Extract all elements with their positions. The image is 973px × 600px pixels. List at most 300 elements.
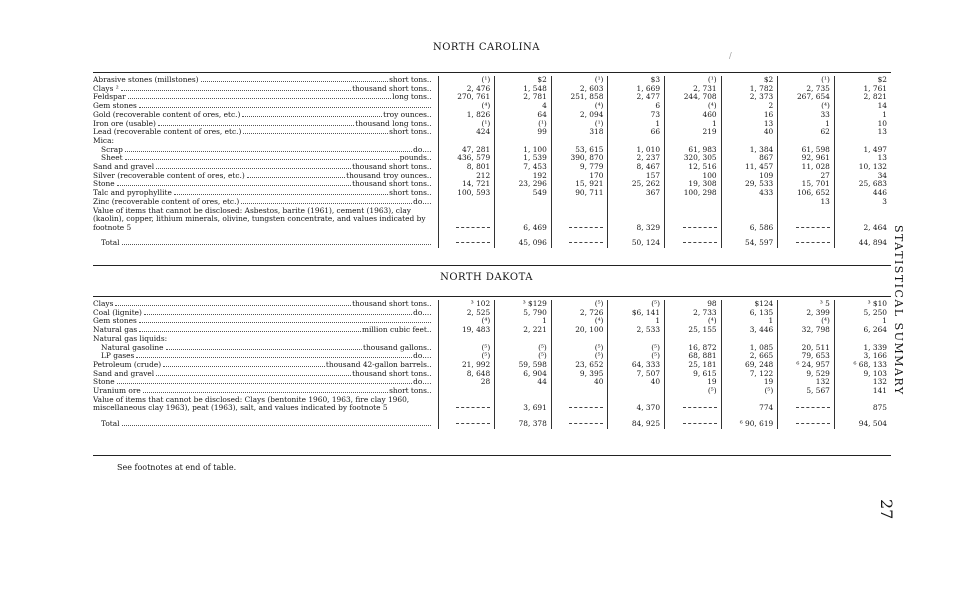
total-label — [93, 420, 438, 429]
value-cell: 13 — [834, 128, 891, 137]
value-cell: 867 — [721, 154, 778, 163]
value-cell: 192 — [495, 172, 552, 181]
item-unit: thousand 42-gallon barrels.. — [325, 360, 432, 369]
north-carolina-title: NORTH CAROLINA — [432, 42, 541, 53]
value-cell: 8, 329 — [608, 207, 665, 233]
value-cell: 90, 711 — [551, 189, 608, 198]
value-cell: 267, 654 — [778, 93, 835, 102]
undisclosed-row — [93, 396, 891, 413]
value-cell: (⁵) — [608, 300, 665, 309]
table-row — [93, 154, 891, 163]
leader-dots — [158, 125, 354, 126]
value-cell: 92, 961 — [778, 154, 835, 163]
row-label — [93, 154, 438, 163]
value-cell: 132 — [834, 378, 891, 387]
leader-dots — [201, 81, 389, 82]
row-label — [93, 76, 438, 85]
nc-top-rule — [93, 72, 891, 73]
row-label — [93, 85, 438, 94]
total-text: Total — [101, 419, 120, 428]
value-cell: 1, 085 — [721, 344, 778, 353]
value-cell — [551, 198, 608, 207]
value-cell: 1, 761 — [834, 85, 891, 94]
value-cell: 14 — [834, 102, 891, 111]
value-cell — [778, 239, 835, 248]
item-unit: troy ounces.. — [383, 110, 432, 119]
value-cell: 1 — [608, 120, 665, 129]
row-label — [93, 93, 438, 102]
value-cell: 9, 615 — [665, 370, 722, 379]
row-label — [93, 370, 438, 379]
value-cell: 1, 782 — [721, 85, 778, 94]
north-dakota-table — [93, 300, 891, 429]
dash-placeholder — [796, 407, 830, 408]
leader-dots — [163, 366, 325, 367]
value-cell: 8, 801 — [438, 163, 495, 172]
value-cell: 1, 539 — [495, 154, 552, 163]
value-cell — [551, 335, 608, 344]
item-unit: thousand short tons.. — [352, 369, 432, 378]
value-cell: ⁶ 68, 133 — [834, 361, 891, 370]
value-cell: (⁴) — [665, 317, 722, 326]
item-unit: do.... — [413, 145, 432, 154]
value-cell — [438, 198, 495, 207]
value-cell — [721, 198, 778, 207]
value-cell: 2, 733 — [665, 309, 722, 318]
table-row — [93, 76, 891, 85]
table-row — [93, 120, 891, 129]
row-label — [93, 189, 438, 198]
item-unit: do.... — [413, 352, 432, 361]
value-cell: 94, 504 — [834, 420, 891, 429]
item-name: Zinc (recoverable content of ores, etc.) — [93, 197, 240, 206]
value-cell: 10 — [834, 120, 891, 129]
item-unit: thousand troy ounces.. — [346, 171, 432, 180]
value-cell: 54, 597 — [721, 239, 778, 248]
value-cell: 64 — [495, 111, 552, 120]
value-cell: 45, 096 — [495, 239, 552, 248]
value-cell: (⁵) — [438, 344, 495, 353]
table-row — [93, 300, 891, 309]
item-name: Stone — [93, 378, 115, 387]
value-cell: 2, 533 — [608, 326, 665, 335]
value-cell: 318 — [551, 128, 608, 137]
value-cell: 99 — [495, 128, 552, 137]
value-cell — [665, 137, 722, 146]
value-cell: 2, 603 — [551, 85, 608, 94]
value-cell — [608, 335, 665, 344]
undisclosed-label: Value of items that cannot be disclosed: Clays (bentonite 1960, 1963, fire clay 1960, miscellaneous clay 1963), peat (1963), salt, and values indicated by footnote 5 — [93, 395, 410, 413]
leader-dots — [143, 392, 388, 393]
item-name: Sand and gravel — [93, 369, 155, 378]
value-cell: 50, 124 — [608, 239, 665, 248]
value-cell — [665, 239, 722, 248]
value-cell: 6, 469 — [495, 207, 552, 233]
value-cell: ³ $10 — [834, 300, 891, 309]
value-cell: 244, 708 — [665, 93, 722, 102]
item-name: Talc and pyrophyllite — [93, 189, 172, 198]
value-cell: 7, 507 — [608, 370, 665, 379]
leader-dots — [243, 133, 388, 134]
item-name: Natural gasoline — [101, 343, 164, 352]
value-cell: 1, 384 — [721, 146, 778, 155]
total-text: Total — [101, 239, 120, 248]
value-cell: 1 — [721, 317, 778, 326]
row-label — [93, 128, 438, 137]
value-cell: (¹) — [438, 76, 495, 85]
value-cell: (⁴) — [551, 317, 608, 326]
value-cell: 8, 648 — [438, 370, 495, 379]
value-cell: (⁴) — [778, 102, 835, 111]
value-cell: ³ $129 — [495, 300, 552, 309]
value-cell: (¹) — [551, 120, 608, 129]
value-cell — [834, 335, 891, 344]
value-cell: 1 — [778, 120, 835, 129]
row-label — [93, 172, 438, 181]
value-cell: 6, 586 — [721, 207, 778, 233]
footnote-text: See footnotes at end of table. — [117, 463, 237, 472]
value-cell: ³ 102 — [438, 300, 495, 309]
value-cell: (⁵) — [665, 387, 722, 396]
value-cell — [495, 198, 552, 207]
value-cell: 2, 726 — [551, 309, 608, 318]
value-cell: 53, 615 — [551, 146, 608, 155]
value-cell: 3, 166 — [834, 352, 891, 361]
leader-dots — [128, 98, 392, 99]
value-cell — [438, 335, 495, 344]
value-cell — [778, 335, 835, 344]
value-cell — [778, 420, 835, 429]
table-row — [93, 198, 891, 207]
value-cell: 9, 529 — [778, 370, 835, 379]
value-cell — [665, 396, 722, 413]
spacer-row — [93, 232, 891, 239]
value-cell: $2 — [834, 76, 891, 85]
nc-bottom-rule — [93, 265, 891, 266]
dash-placeholder — [796, 227, 830, 228]
table-row — [93, 146, 891, 155]
item-unit: million cubic feet.. — [361, 326, 432, 335]
value-cell: 3, 446 — [721, 326, 778, 335]
leader-dots — [122, 244, 431, 245]
value-cell: (⁵) — [495, 344, 552, 353]
value-cell — [778, 207, 835, 233]
dash-placeholder — [683, 242, 717, 243]
item-unit: short tons.. — [389, 387, 432, 396]
value-cell: 13 — [778, 198, 835, 207]
value-cell: (⁴) — [778, 317, 835, 326]
dash-placeholder — [569, 227, 603, 228]
value-cell: (⁴) — [665, 102, 722, 111]
value-cell: 5, 790 — [495, 309, 552, 318]
value-cell: (¹) — [438, 120, 495, 129]
value-cell: 2, 731 — [665, 85, 722, 94]
value-cell: 2, 735 — [778, 85, 835, 94]
value-cell: (¹) — [551, 76, 608, 85]
value-cell: 433 — [721, 189, 778, 198]
dash-placeholder — [683, 423, 717, 424]
value-cell — [608, 137, 665, 146]
value-cell: 16, 872 — [665, 344, 722, 353]
value-cell: 100, 298 — [665, 189, 722, 198]
value-cell: 2, 821 — [834, 93, 891, 102]
table-row — [93, 137, 891, 146]
value-cell — [721, 335, 778, 344]
value-cell: 34 — [834, 172, 891, 181]
row-label — [93, 120, 438, 129]
value-cell — [495, 137, 552, 146]
value-cell: 9, 103 — [834, 370, 891, 379]
value-cell: 33 — [778, 111, 835, 120]
table-row — [93, 352, 891, 361]
item-name: Uranium ore — [93, 387, 141, 396]
value-cell: 29, 533 — [721, 180, 778, 189]
value-cell: 16 — [721, 111, 778, 120]
item-name: Gem stones — [93, 102, 137, 111]
leader-dots — [166, 349, 363, 350]
value-cell: (⁴) — [551, 102, 608, 111]
value-cell: 84, 925 — [608, 420, 665, 429]
value-cell: 6 — [608, 102, 665, 111]
row-label — [93, 352, 438, 361]
value-cell: 1, 548 — [495, 85, 552, 94]
item-unit: do.... — [413, 378, 432, 387]
value-cell — [721, 137, 778, 146]
item-name: Mica: — [93, 136, 114, 145]
item-unit: long tons.. — [392, 93, 432, 102]
value-cell: 9, 779 — [551, 163, 608, 172]
value-cell: 320, 305 — [665, 154, 722, 163]
value-cell: 1, 010 — [608, 146, 665, 155]
value-cell: 100, 593 — [438, 189, 495, 198]
value-cell: 212 — [438, 172, 495, 181]
item-name: Gold (recoverable content of ores, etc.) — [93, 110, 241, 119]
value-cell: 59, 598 — [495, 361, 552, 370]
value-cell: 1, 100 — [495, 146, 552, 155]
value-cell — [665, 198, 722, 207]
value-cell: 100 — [665, 172, 722, 181]
value-cell: 4 — [495, 102, 552, 111]
table-row — [93, 85, 891, 94]
item-name: Feldspar — [93, 93, 126, 102]
leader-dots — [136, 357, 412, 358]
value-cell: 141 — [834, 387, 891, 396]
north-carolina-table — [93, 76, 891, 248]
value-cell: 446 — [834, 189, 891, 198]
value-cell: (⁵) — [608, 344, 665, 353]
value-cell: 64, 333 — [608, 361, 665, 370]
value-cell: 436, 579 — [438, 154, 495, 163]
leader-dots — [139, 107, 431, 108]
item-unit: do.... — [413, 197, 432, 206]
value-cell: 68, 881 — [665, 352, 722, 361]
value-cell: 21, 992 — [438, 361, 495, 370]
value-cell: 251, 858 — [551, 93, 608, 102]
value-cell: 78, 378 — [495, 420, 552, 429]
item-unit: do.... — [413, 308, 432, 317]
row-label — [93, 146, 438, 155]
value-cell: (¹) — [778, 76, 835, 85]
value-cell: 5, 567 — [778, 387, 835, 396]
total-row — [93, 239, 891, 248]
leader-dots — [122, 425, 431, 426]
leader-dots — [115, 305, 351, 306]
item-name: Scrap — [101, 145, 123, 154]
value-cell: 9, 395 — [551, 370, 608, 379]
value-cell: 27 — [778, 172, 835, 181]
value-cell: ⁶ 24, 957 — [778, 361, 835, 370]
item-unit: thousand gallons.. — [363, 343, 432, 352]
value-cell — [778, 137, 835, 146]
item-name: Clays — [93, 300, 114, 308]
leader-dots — [241, 203, 412, 204]
side-title: STATISTICAL SUMMARY — [892, 225, 905, 396]
value-cell — [551, 207, 608, 233]
value-cell: (⁵) — [721, 387, 778, 396]
table-row — [93, 344, 891, 353]
value-cell: $6, 141 — [608, 309, 665, 318]
value-cell: 8, 467 — [608, 163, 665, 172]
value-cell: ³ 5 — [778, 300, 835, 309]
value-cell: 2, 665 — [721, 352, 778, 361]
row-label — [93, 361, 438, 370]
value-cell: (⁴) — [438, 102, 495, 111]
value-cell — [438, 137, 495, 146]
value-cell: 20, 511 — [778, 344, 835, 353]
value-cell: 12, 516 — [665, 163, 722, 172]
value-cell — [438, 396, 495, 413]
row-label — [93, 309, 438, 318]
slash-mark: / — [729, 51, 732, 60]
value-cell: 132 — [778, 378, 835, 387]
dash-placeholder — [456, 227, 490, 228]
item-unit: thousand long tons.. — [355, 119, 432, 128]
value-cell: 2 — [721, 102, 778, 111]
value-cell: 79, 653 — [778, 352, 835, 361]
leader-dots — [121, 90, 351, 91]
value-cell — [551, 137, 608, 146]
value-cell — [665, 207, 722, 233]
item-name: Natural gas — [93, 326, 138, 335]
item-name: LP gases — [101, 352, 135, 361]
value-cell: 10, 132 — [834, 163, 891, 172]
value-cell: $2 — [721, 76, 778, 85]
value-cell: 424 — [438, 128, 495, 137]
table-row — [93, 361, 891, 370]
row-label — [93, 163, 438, 172]
item-unit: thousand short tons.. — [352, 300, 432, 308]
value-cell — [778, 396, 835, 413]
table-row — [93, 111, 891, 120]
value-cell: 13 — [721, 120, 778, 129]
value-cell: 23, 652 — [551, 361, 608, 370]
value-cell: 367 — [608, 189, 665, 198]
value-cell: 15, 701 — [778, 180, 835, 189]
value-cell: $124 — [721, 300, 778, 309]
value-cell: 44 — [495, 378, 552, 387]
dash-placeholder — [456, 407, 490, 408]
value-cell — [665, 420, 722, 429]
item-name: Natural gas liquids: — [93, 334, 168, 343]
leader-dots — [139, 331, 361, 332]
value-cell: 15, 921 — [551, 180, 608, 189]
table-row — [93, 378, 891, 387]
total-label — [93, 239, 438, 248]
table-row — [93, 128, 891, 137]
item-name: Sheet — [101, 154, 123, 163]
value-cell: 2, 781 — [495, 93, 552, 102]
value-cell: 109 — [721, 172, 778, 181]
leader-dots — [139, 322, 431, 323]
value-cell — [834, 137, 891, 146]
value-cell: 2, 399 — [778, 309, 835, 318]
value-cell — [665, 335, 722, 344]
value-cell: 19, 308 — [665, 180, 722, 189]
value-cell: 270, 761 — [438, 93, 495, 102]
value-cell — [438, 387, 495, 396]
value-cell: 61, 983 — [665, 146, 722, 155]
leader-dots — [117, 185, 351, 186]
value-cell: 69, 248 — [721, 361, 778, 370]
value-cell: 1, 497 — [834, 146, 891, 155]
row-label — [93, 137, 438, 146]
value-cell: 13 — [834, 154, 891, 163]
value-cell: 2, 373 — [721, 93, 778, 102]
leader-dots — [174, 194, 388, 195]
value-cell: 774 — [721, 396, 778, 413]
leader-dots — [144, 314, 412, 315]
value-cell: 1, 339 — [834, 344, 891, 353]
page-number: 27 — [877, 499, 896, 520]
value-cell: 66 — [608, 128, 665, 137]
table-row — [93, 309, 891, 318]
item-unit: thousand short tons.. — [352, 180, 432, 189]
value-cell: 19, 483 — [438, 326, 495, 335]
value-cell: 40 — [608, 378, 665, 387]
table-row — [93, 172, 891, 181]
value-cell: 170 — [551, 172, 608, 181]
table-row — [93, 387, 891, 396]
north-dakota-title: NORTH DAKOTA — [440, 272, 533, 283]
item-name: Clays ² — [93, 84, 119, 93]
value-cell: 1 — [665, 120, 722, 129]
value-cell — [551, 396, 608, 413]
value-cell: (⁴) — [438, 317, 495, 326]
value-cell: 73 — [608, 111, 665, 120]
value-cell: 20, 100 — [551, 326, 608, 335]
value-cell: 40 — [721, 128, 778, 137]
row-label — [93, 344, 438, 353]
table-row — [93, 326, 891, 335]
value-cell — [495, 387, 552, 396]
dash-placeholder — [796, 423, 830, 424]
value-cell: 25, 683 — [834, 180, 891, 189]
item-name: Sand and gravel — [93, 163, 155, 172]
row-label — [93, 335, 438, 344]
dash-placeholder — [683, 407, 717, 408]
item-name: Silver (recoverable content of ores, etc.) — [93, 171, 245, 180]
value-cell: 460 — [665, 111, 722, 120]
value-cell: 6, 264 — [834, 326, 891, 335]
undisclosed-row — [93, 207, 891, 233]
row-label — [93, 387, 438, 396]
value-cell: $3 — [608, 76, 665, 85]
value-cell: 3, 691 — [495, 396, 552, 413]
nd-bottom-rule — [93, 455, 891, 456]
item-name: Lead (recoverable content of ores, etc.) — [93, 128, 242, 137]
value-cell — [608, 387, 665, 396]
value-cell: 3 — [834, 198, 891, 207]
